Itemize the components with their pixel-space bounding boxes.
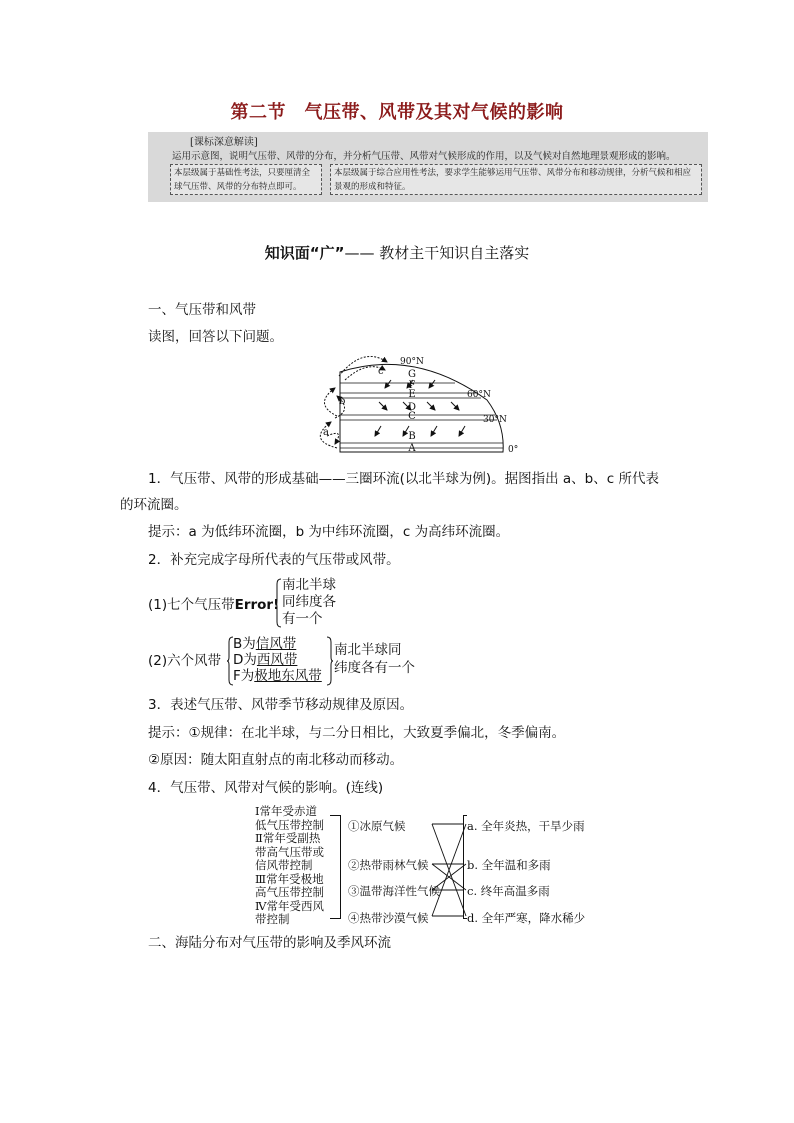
- diagram-letter-b: B: [408, 431, 416, 442]
- section-heading-rest: 教材主干知识自主落实: [374, 244, 530, 262]
- section-heading-dash: ——: [344, 244, 375, 262]
- q2-item1-brace: [274, 578, 282, 628]
- wind-belt-f-prefix: F为: [233, 668, 255, 684]
- part1-intro: 读图，回答以下问题。: [148, 329, 283, 345]
- match-left-line: 高气压带控制: [255, 885, 324, 899]
- match-left-bracket: [330, 815, 341, 919]
- q2-item1-right-line: 有一个: [282, 611, 323, 627]
- lat-label-60n: 60°N: [467, 390, 491, 400]
- q1-hint: 提示：a 为低纬环流圈，b 为中纬环流圈，c 为高纬环流圈。: [148, 524, 510, 540]
- match-left-line: 带控制: [255, 912, 290, 926]
- q3-hint-rule: 提示：①规律：在北半球，与二分日相比，大致夏季偏北，冬季偏南。: [148, 725, 566, 741]
- wind-belt-d-prefix: D为: [233, 652, 257, 668]
- q2-item1-right-line: 同纬度各: [282, 594, 336, 610]
- section-heading: [0, 242, 794, 263]
- cell-label-b: b: [339, 396, 346, 407]
- diagram-letter-c: C: [408, 411, 416, 422]
- lat-label-30n: 30°N: [483, 415, 507, 425]
- q3: 3．表述气压带、风带季节移动规律及原因。: [148, 697, 414, 713]
- climate-ice-cap: ①冰原气候: [348, 819, 406, 833]
- match-left-line: 信风带控制: [255, 858, 313, 872]
- lat-label-0: 0°: [508, 445, 519, 455]
- wind-belt-b: [233, 636, 322, 652]
- match-left-column: [255, 805, 324, 927]
- section-heading-bold: 知识面“广”: [264, 244, 345, 262]
- wind-belt-d-answer: 西风带: [256, 652, 298, 668]
- diagram-letter-a: A: [408, 443, 416, 454]
- part1-heading: 一、气压带和风带: [148, 302, 256, 318]
- wind-belt-b-answer: 信风带: [255, 636, 297, 652]
- climate-tropical-desert: ④热带沙漠气候: [348, 911, 429, 925]
- q2-item2-lines: [233, 636, 322, 684]
- q2-item1-right-line: 南北半球: [282, 577, 336, 593]
- page-title: 第二节 气压带、风带及其对气候的影响: [230, 102, 564, 123]
- q2-item1-right: [282, 577, 336, 628]
- match-left-line: 带高气压带或: [255, 844, 324, 859]
- wind-belt-f: [233, 668, 322, 684]
- q2-item2-right-line: 纬度各有一个: [334, 660, 415, 676]
- wind-belt-d: [233, 652, 322, 668]
- wind-belt-f-answer: 极地东风带: [254, 668, 322, 684]
- q1-line1: 1．气压带、风带的形成基础——三圈环流(以北半球为例)。据图指出 a、b、c 所代表: [148, 471, 659, 487]
- match-left-line: Ⅳ常年受西风: [255, 898, 324, 913]
- part2-heading: 二、海陆分布对气压带的影响及季风环流: [148, 935, 391, 951]
- standard-applied-level: 本层级属于综合应用性考法，要求学生能够运用气压带、风带分布和移动规律，分析气候和相应景观的形成和特征。: [330, 164, 702, 195]
- match-left-line: Ⅲ常年受极地: [255, 871, 324, 886]
- q2-item2-prefix: (2)六个风带: [148, 653, 222, 669]
- climate-feature-b: b. 全年温和多雨: [467, 858, 551, 872]
- climate-feature-c: c. 终年高温多雨: [467, 884, 550, 898]
- diagram-letter-g: G: [408, 369, 416, 380]
- q2-item2-right-line: 南北半球同: [334, 642, 402, 658]
- cell-label-c: c: [378, 366, 384, 377]
- q2-item1: [148, 595, 279, 615]
- standard-line: 运用示意图，说明气压带、风带的分布，并分析气压带、风带对气候形成的作用，以及气候对自然地理景观形成的影响。: [172, 151, 676, 162]
- cell-label-a: a: [323, 427, 329, 438]
- match-left-line: Ⅰ常年受赤道: [255, 804, 318, 818]
- lat-label-90n: 90°N: [400, 357, 424, 367]
- q1-line2: 的环流圈。: [120, 497, 188, 513]
- wind-belt-b-prefix: B为: [233, 636, 256, 652]
- diagram-letter-d: D: [407, 402, 417, 413]
- diagram-letter-e: E: [408, 389, 416, 400]
- climate-tropical-rainforest: ②热带雨林气候: [348, 858, 429, 872]
- q2-item1-error: Error!: [234, 597, 280, 613]
- standard-basic-level: 本层级属于基础性考法，只要厘清全球气压带、风带的分布特点即可。: [170, 164, 322, 195]
- q2-item2-right: [334, 641, 415, 677]
- diagram-letter-f: F: [408, 380, 416, 391]
- q3-hint-reason: ②原因：随太阳直射点的南北移动而移动。: [148, 752, 404, 768]
- standard-tag: [课标深意解读]: [190, 137, 258, 148]
- climate-feature-d: d. 全年严寒，降水稀少: [467, 911, 586, 925]
- match-left-line: Ⅱ常年受副热: [255, 831, 321, 845]
- q2-item1-prefix: (1)七个气压带: [148, 597, 235, 613]
- q2-item2-right-brace: [326, 636, 334, 686]
- q2: 2．补充完成字母所代表的气压带或风带。: [148, 552, 400, 568]
- climate-feature-a: a. 全年炎热，干旱少雨: [467, 819, 585, 833]
- match-left-line: 低气压带控制: [255, 817, 324, 832]
- climate-temperate-maritime: ③温带海洋性气候: [348, 884, 440, 898]
- three-cell-circulation-diagram: [305, 352, 525, 456]
- q4: 4．气压带、风带对气候的影响。(连线): [148, 780, 384, 796]
